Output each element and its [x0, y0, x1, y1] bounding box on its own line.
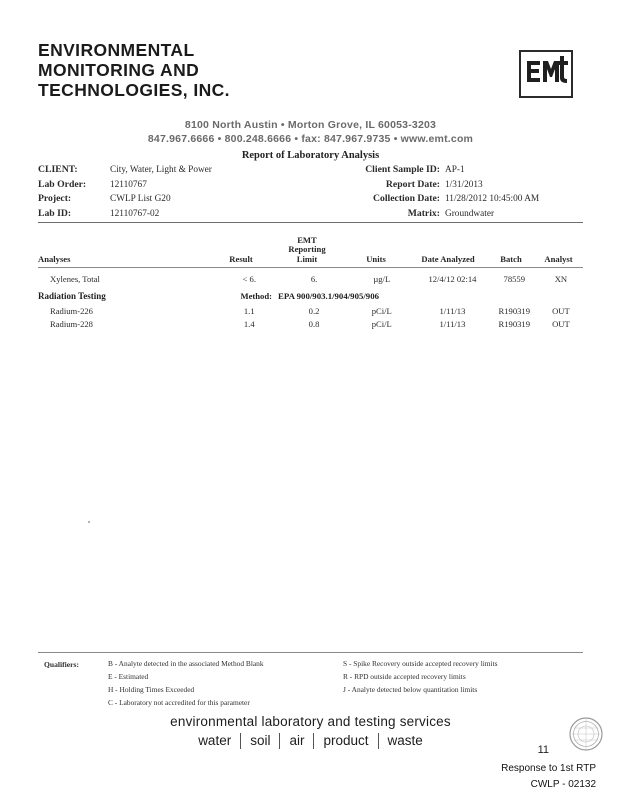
footer-category-soil: soil [240, 733, 279, 749]
col-header-analyses: Analyses [38, 254, 71, 264]
cell-reporting-limit: 6. [310, 273, 318, 284]
cell-batch: 78559 [503, 273, 526, 284]
cell-analyst: XN [554, 273, 568, 284]
response-line-1: Response to 1st RTP [501, 763, 596, 774]
col-header-units: Units [366, 254, 386, 264]
footer-category-waste: waste [378, 733, 427, 749]
footer-category-product: product [313, 733, 377, 749]
table-header-row [38, 232, 583, 266]
response-stamp [501, 762, 596, 792]
lab-order-value: 12110767 [110, 179, 147, 190]
project-label: Project: [38, 193, 72, 204]
cell-date-analyzed: 12/4/12 02:14 [428, 273, 477, 284]
client-value: City, Water, Light & Power [110, 165, 212, 175]
cell-batch: R190319 [498, 305, 531, 316]
cell-reporting-limit: 0.2 [308, 305, 320, 316]
footer-services-text: environmental laboratory and testing services [170, 714, 451, 729]
qualifiers-divider [38, 652, 583, 653]
cell-result: 1.4 [243, 318, 255, 329]
cell-analyst: OUT [552, 305, 570, 316]
matrix-value: Groundwater [445, 208, 495, 219]
matrix-label: Matrix: [407, 207, 440, 219]
document-header [38, 40, 583, 161]
col-header-result: Result [229, 254, 253, 264]
report-date-label: Report Date: [385, 178, 440, 190]
qualifier-item: R - RPD outside accepted recovery limits [343, 672, 466, 681]
cell-reporting-limit: 0.8 [308, 318, 320, 329]
meta-row [38, 193, 583, 208]
emt-logo-icon [519, 50, 573, 98]
col-header-batch: Batch [500, 254, 522, 264]
report-date-value: 1/31/2013 [445, 179, 483, 190]
client-sample-id-value: AP-1 [445, 165, 465, 175]
table-header-divider [38, 267, 583, 268]
qualifier-item: C - Laboratory not accredited for this parameter [108, 698, 250, 707]
cell-date-analyzed: 1/11/13 [439, 305, 466, 316]
qualifier-item: S - Spike Recovery outside accepted recovery limits [343, 659, 498, 668]
col-header-date-analyzed: Date Analyzed [421, 254, 475, 264]
cell-analyses: Radium-228 [50, 318, 93, 329]
collection-date-value: 11/28/2012 10:45:00 AM [445, 194, 540, 204]
col-header-analyst: Analyst [544, 254, 573, 264]
company-address: 8100 North Austin • Morton Grove, IL 60053-3203 847.967.6666 • 800.248.6666 • fax: 847.967.9735 • www.emt.com [147, 119, 474, 145]
cell-units: pCi/L [371, 318, 392, 329]
qualifiers-right-column [343, 657, 578, 709]
lab-id-value: 12110767-02 [110, 208, 160, 219]
qualifiers-columns [108, 657, 578, 709]
company-name: ENVIRONMENTAL MONITORING AND TECHNOLOGIES, INC. [38, 40, 230, 100]
footer-categories [38, 733, 583, 749]
meta-row [38, 208, 583, 223]
client-sample-id-label: Client Sample ID: [365, 164, 440, 175]
accreditation-seal-icon [563, 714, 609, 754]
cell-result: < 6. [242, 273, 256, 284]
cell-analyst: OUT [552, 318, 570, 329]
lab-id-label: Lab ID: [38, 207, 72, 219]
cell-analyses: Radium-226 [50, 305, 93, 316]
project-value: CWLP List G20 [110, 194, 171, 204]
results-table-body [38, 272, 583, 330]
page-speck [88, 521, 90, 523]
table-row [38, 304, 583, 317]
section-header-radiation-testing [38, 288, 583, 304]
meta-row [38, 179, 583, 194]
cell-analyses: Xylenes, Total [50, 273, 100, 284]
cell-units: µg/L [373, 273, 391, 284]
footer-category-water: water [198, 733, 232, 748]
client-label: CLIENT: [38, 164, 78, 175]
cell-units: pCi/L [371, 305, 392, 316]
qualifier-item: H - Holding Times Exceeded [108, 685, 195, 694]
document-footer [38, 714, 583, 756]
table-row [38, 272, 583, 285]
qualifier-item: E - Estimated [108, 672, 149, 681]
table-row [38, 317, 583, 330]
qualifier-item: J - Analyte detected below quantitation limits [343, 685, 478, 694]
sample-metadata [38, 164, 583, 222]
method-value: EPA 900/903.1/904/905/906 [278, 291, 380, 301]
collection-date-label: Collection Date: [373, 193, 440, 204]
col-header-reporting-limit: EMT Reporting Limit [288, 234, 326, 264]
cell-result: 1.1 [243, 305, 255, 316]
results-table [38, 232, 583, 266]
method-label: Method: [240, 291, 272, 301]
footer-category-air: air [279, 733, 313, 749]
meta-row [38, 164, 583, 179]
qualifiers-label: Qualifiers: [44, 660, 80, 669]
meta-divider [38, 222, 583, 223]
cell-date-analyzed: 1/11/13 [439, 318, 466, 329]
report-title: Report of Laboratory Analysis [241, 150, 380, 161]
section-title: Radiation Testing [38, 291, 106, 301]
cell-batch: R190319 [498, 318, 531, 329]
lab-order-label: Lab Order: [38, 178, 87, 190]
page-number: 11 [537, 744, 549, 756]
qualifier-item: B - Analyte detected in the associated Method Blank [108, 659, 264, 668]
response-line-2: CWLP - 02132 [530, 779, 596, 790]
qualifiers-left-column [108, 657, 343, 709]
